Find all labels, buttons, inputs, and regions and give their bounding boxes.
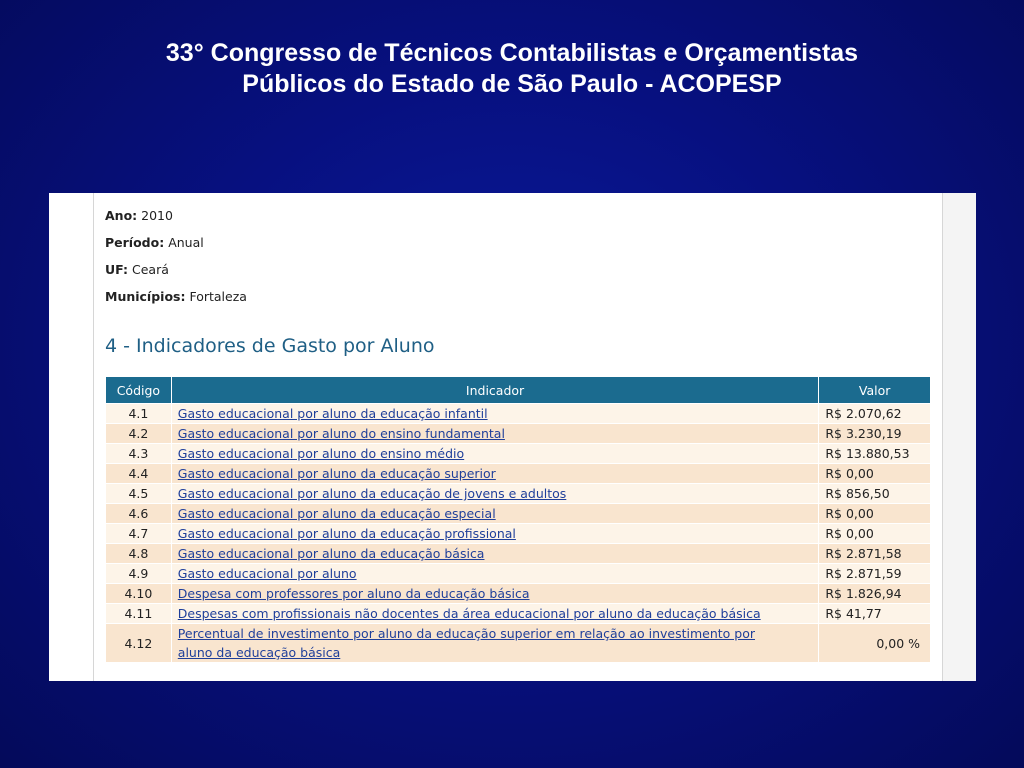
indicator-link[interactable]: Gasto educacional por aluno da educação superior [177,466,496,481]
indicator-link[interactable]: Gasto educacional por aluno da educação infantil [177,406,488,421]
table-row [106,604,931,624]
filter-municipios [105,289,247,304]
page-right-margin [943,193,976,681]
filter-periodo-value: Anual [168,235,204,250]
table-row [106,484,931,504]
indicator-link[interactable]: Despesa com professores por aluno da educação básica [177,586,530,601]
row-code: 4.1 [106,404,172,424]
row-value: R$ 1.826,94 [819,584,931,604]
filter-periodo [105,235,204,250]
table-header-row [106,377,931,404]
indicator-link[interactable]: Gasto educacional por aluno do ensino fundamental [177,426,505,441]
row-value: R$ 3.230,19 [819,424,931,444]
indicator-link-line-1[interactable]: Percentual de investimento por aluno da educação superior em relação ao investimento por [177,626,756,641]
table-row [106,544,931,564]
row-code: 4.2 [106,424,172,444]
indicator-link[interactable]: Gasto educacional por aluno do ensino médio [177,446,465,461]
table-row [106,524,931,544]
filter-ano-value: 2010 [141,208,173,223]
slide-title-line-1: 33° Congresso de Técnicos Contabilistas e Orçamentistas [165,39,859,67]
table-row [106,424,931,444]
row-value: R$ 2.070,62 [819,404,931,424]
table-row [106,564,931,584]
row-value: R$ 2.871,59 [819,564,931,584]
row-code: 4.8 [106,544,172,564]
header-valor[interactable]: Valor [819,377,931,404]
row-code: 4.5 [106,484,172,504]
table-row [106,624,931,663]
row-code: 4.10 [106,584,172,604]
filter-uf [105,262,169,277]
slide-title-line-2: Públicos do Estado de São Paulo - ACOPESP [242,70,782,98]
indicators-table [105,376,931,663]
filter-periodo-label: Período: [105,235,165,250]
filter-ano-label: Ano: [105,208,138,223]
table-row [106,464,931,484]
row-value: R$ 0,00 [819,504,931,524]
row-code: 4.6 [106,504,172,524]
table-row [106,504,931,524]
filter-municipios-value: Fortaleza [189,289,247,304]
section-title: 4 - Indicadores de Gasto por Aluno [105,335,435,357]
header-codigo[interactable]: Código [106,377,172,404]
row-value: R$ 0,00 [819,524,931,544]
row-value: R$ 41,77 [819,604,931,624]
indicator-link[interactable] [178,626,755,660]
row-value: R$ 856,50 [819,484,931,504]
table-row [106,404,931,424]
indicator-link[interactable]: Gasto educacional por aluno [177,566,357,581]
embedded-screenshot [49,193,976,681]
row-value: R$ 0,00 [819,464,931,484]
indicator-link[interactable]: Gasto educacional por aluno da educação básica [177,546,485,561]
indicator-link[interactable]: Despesas com profissionais não docentes da área educacional por aluno da educação básica [177,606,761,621]
row-value: R$ 2.871,58 [819,544,931,564]
page-left-border [93,193,94,681]
row-code: 4.3 [106,444,172,464]
row-code: 4.9 [106,564,172,584]
row-code: 4.11 [106,604,172,624]
filter-uf-label: UF: [105,262,129,277]
row-code: 4.12 [106,624,172,663]
indicator-link[interactable]: Gasto educacional por aluno da educação profissional [177,526,516,541]
indicator-link[interactable]: Gasto educacional por aluno da educação especial [177,506,496,521]
header-indicador[interactable]: Indicador [171,377,819,404]
row-code: 4.4 [106,464,172,484]
row-code: 4.7 [106,524,172,544]
filter-municipios-label: Municípios: [105,289,186,304]
row-value: R$ 13.880,53 [819,444,931,464]
row-value: 0,00 % [819,624,931,663]
table-row [106,444,931,464]
table-row [106,584,931,604]
indicator-link[interactable]: Gasto educacional por aluno da educação de jovens e adultos [177,486,567,501]
slide-title [0,38,1024,100]
filter-ano [105,208,173,223]
indicator-link-line-2[interactable]: aluno da educação básica [177,645,341,660]
filter-uf-value: Ceará [132,262,169,277]
